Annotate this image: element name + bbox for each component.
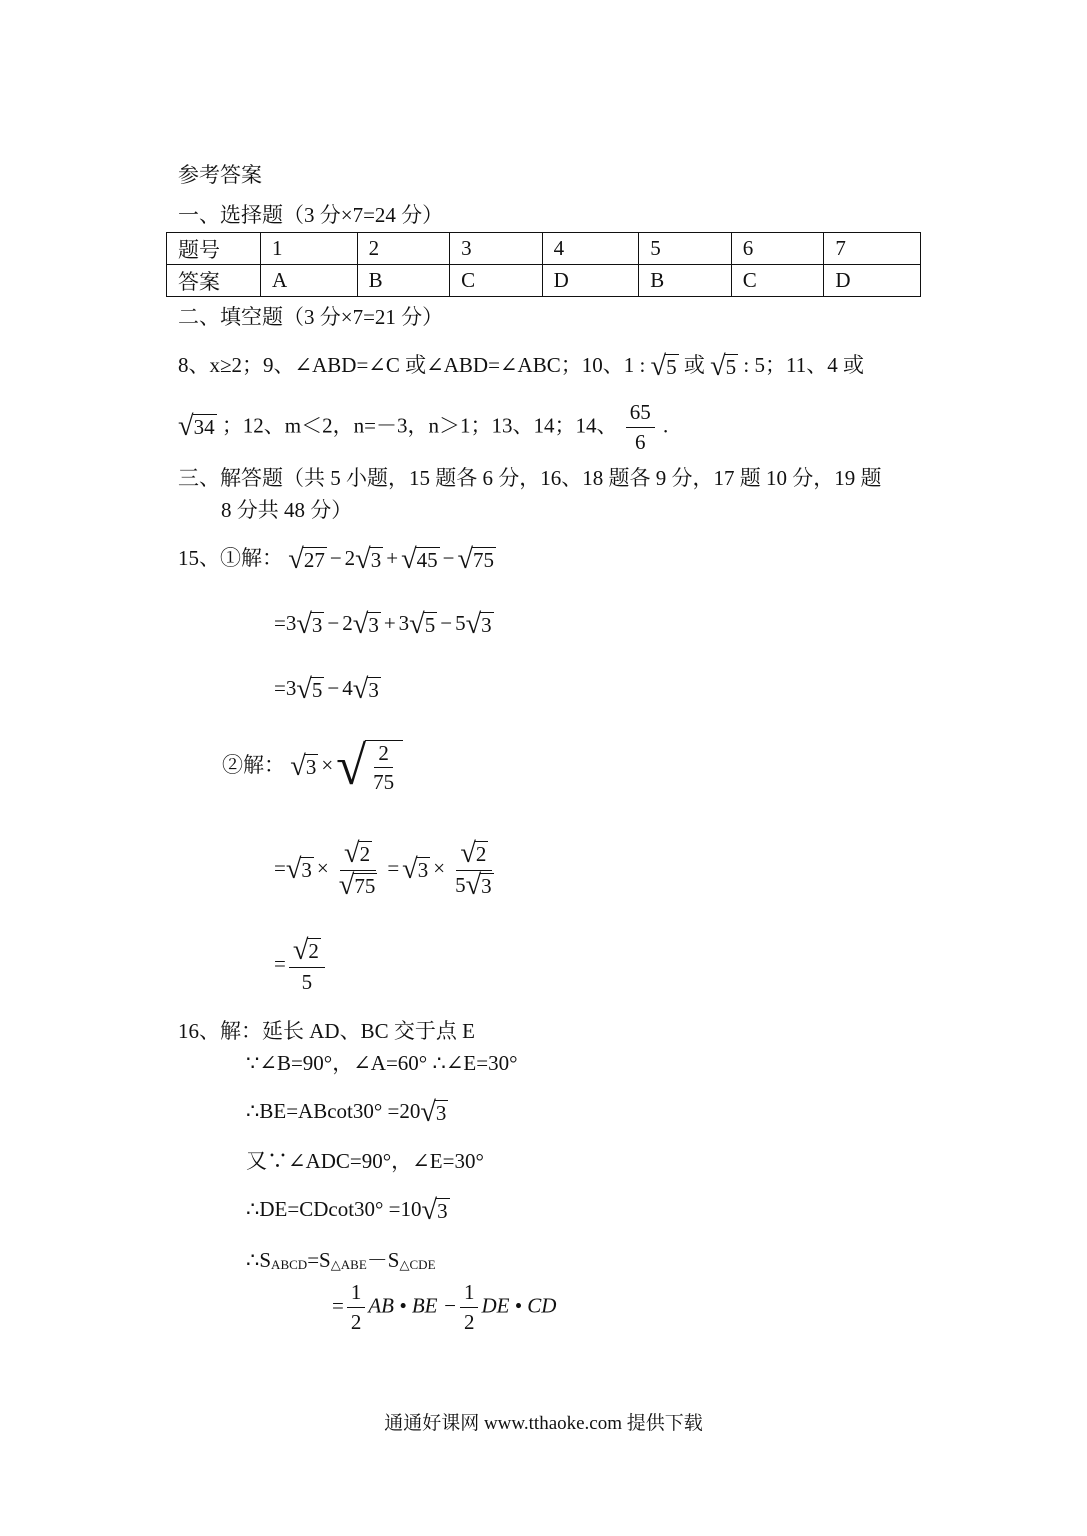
q15-step-2: =3 √ 3 − 2 √ 3 + 3 √ 5 − 5 √ 3 bbox=[274, 608, 492, 640]
section2-heading: 二、填空题（3 分×7=21 分） bbox=[178, 305, 444, 329]
label: ②解： bbox=[222, 752, 285, 777]
q15-step-3: =3 √ 5 − 4 √ 3 bbox=[274, 673, 379, 705]
text: 8、x≥2；9、∠ABD=∠C 或∠ABD=∠ABC；10、1 : bbox=[178, 353, 646, 377]
q16-line-1: ∵∠B=90°，∠A=60° ∴∠E=30° bbox=[246, 1051, 518, 1075]
footer: 通通好课网 www.tthaoke.com 提供下载 bbox=[384, 1413, 703, 1434]
text: . bbox=[663, 413, 669, 438]
text: : 5；11、4 或 bbox=[743, 353, 864, 377]
table-cell: 2 bbox=[357, 233, 450, 265]
table-cell: 1 bbox=[261, 233, 358, 265]
fill-blank-line-1 bbox=[178, 350, 864, 382]
q16-line-6: = $\frac{1}{2}$ AB • BE − $\frac{1}{2}$ DE • CD bbox=[332, 1280, 557, 1335]
table-cell: 6 bbox=[731, 233, 824, 265]
text: 或 bbox=[683, 353, 705, 377]
answer-table bbox=[166, 232, 921, 297]
label: 15、①解： bbox=[178, 546, 283, 570]
sqrt: √ 34 bbox=[178, 411, 215, 443]
header-label: 题号 bbox=[167, 233, 261, 265]
table-cell: B bbox=[639, 265, 732, 297]
section3-heading: 三、解答题（共 5 小题，15 题各 6 分，16、18 题各 9 分，17 题 10 分，19 题 bbox=[178, 466, 882, 490]
table-cell: C bbox=[731, 265, 824, 297]
fill-blank-line-2 bbox=[178, 400, 668, 455]
table-cell: 3 bbox=[450, 233, 543, 265]
q15-part2-step-2: = √ 3 × √ 2 √ 75 = √ 3 × √ 2 5 √ 3 bbox=[274, 837, 492, 902]
q16-line-3: 又∵∠ADC=90°，∠E=30° bbox=[246, 1149, 484, 1173]
answer-label: 答案 bbox=[167, 265, 261, 297]
q16-line-5: ∴SABCD=S△ABE－S△CDE bbox=[246, 1248, 436, 1272]
table-cell: D bbox=[824, 265, 921, 297]
section1-heading: 一、选择题（3 分×7=24 分） bbox=[178, 203, 444, 227]
q15-step-1: 15、①解： √ 27 − 2 √ 3 + √ 45 − √ 75 bbox=[178, 543, 495, 575]
table-row bbox=[167, 265, 921, 297]
table-cell: D bbox=[542, 265, 639, 297]
table-row bbox=[167, 233, 921, 265]
q15-part2-step-1: ②解： √ 3 × √ $\frac{2}{75}$ bbox=[222, 740, 403, 794]
sqrt: √ 5 bbox=[710, 350, 737, 382]
table-cell: B bbox=[357, 265, 450, 297]
fraction: $\frac{65}{6}$ bbox=[626, 400, 655, 455]
table-cell: A bbox=[261, 265, 358, 297]
table-cell: C bbox=[450, 265, 543, 297]
q16-line-4: ∴DE=CDcot30° =10 √ 3 bbox=[246, 1194, 448, 1226]
q16-line-2: ∴BE=ABcot30° =20 √ 3 bbox=[246, 1096, 447, 1128]
table-cell: 5 bbox=[639, 233, 732, 265]
sqrt: √ 5 bbox=[650, 350, 677, 382]
section3-heading-cont: 8 分共 48 分） bbox=[221, 498, 353, 522]
table-cell: 7 bbox=[824, 233, 921, 265]
text: ；12、m＜2，n=－3，n＞1；13、14；14、 bbox=[221, 413, 618, 438]
doc-title: 参考答案 bbox=[178, 163, 262, 187]
table-cell: 4 bbox=[542, 233, 639, 265]
q15-part2-step-3: = √ 2 5 bbox=[274, 937, 328, 995]
q16-label: 16、解：延长 AD、BC 交于点 E bbox=[178, 1019, 475, 1043]
